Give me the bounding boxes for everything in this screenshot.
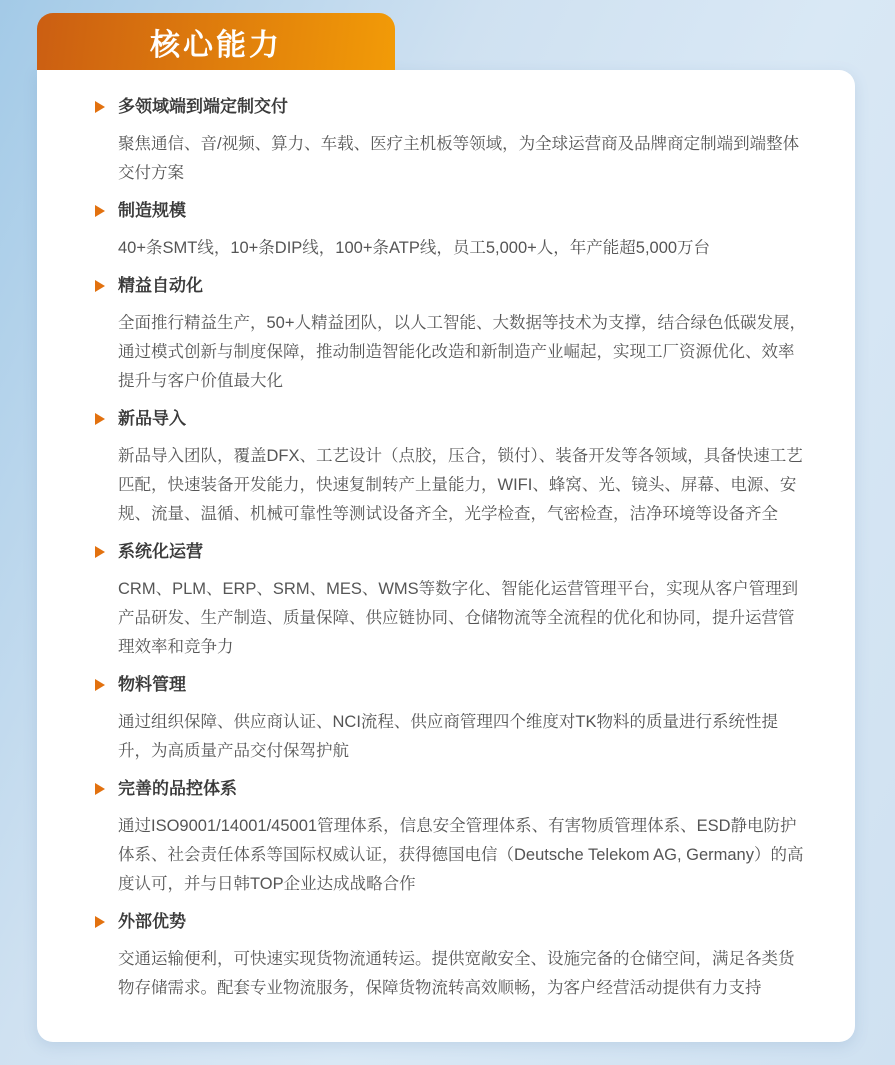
capability-body: 40+条SMT线，10+条DIP线，100+条ATP线，员工5,000+人，年产能超5,000万台 bbox=[118, 239, 711, 257]
capability-section bbox=[95, 97, 807, 188]
capabilities-card bbox=[37, 70, 855, 1042]
capability-heading: 新品导入 bbox=[118, 409, 186, 428]
capability-heading: 系统化运营 bbox=[118, 542, 203, 561]
capability-body: 通过组织保障、供应商认证、NCI流程、供应商管理四个维度对TK物料的质量进行系统性提升，为高质量产品交付保驾护航 bbox=[118, 713, 778, 760]
capability-heading-row bbox=[95, 409, 807, 428]
triangle-bullet-icon bbox=[95, 546, 105, 558]
capability-body: 全面推行精益生产，50+人精益团队，以人工智能、大数据等技术为支撑，结合绿色低碳发展，通过模式创新与制度保障，推动制造智能化改造和新制造产业崛起，实现工厂资源优化、效率提升与客户价值最大化 bbox=[118, 314, 806, 390]
triangle-bullet-icon bbox=[95, 916, 105, 928]
triangle-bullet-icon bbox=[95, 205, 105, 217]
capability-section bbox=[95, 779, 807, 899]
capability-body: CRM、PLM、ERP、SRM、MES、WMS等数字化、智能化运营管理平台，实现从客户管理到产品研发、生产制造、质量保障、供应链协同、仓储物流等全流程的优化和协同，提升运营管理效率和竞争力 bbox=[118, 580, 799, 656]
capability-heading: 物料管理 bbox=[118, 675, 186, 694]
capability-body: 聚焦通信、音/视频、算力、车载、医疗主机板等领域，为全球运营商及品牌商定制端到端整体交付方案 bbox=[118, 135, 800, 182]
section-header-tab bbox=[37, 13, 395, 70]
capability-heading: 外部优势 bbox=[118, 912, 186, 931]
capability-heading: 制造规模 bbox=[118, 201, 186, 220]
triangle-bullet-icon bbox=[95, 280, 105, 292]
capability-heading-row bbox=[95, 542, 807, 561]
capability-heading-row bbox=[95, 276, 807, 295]
capability-heading: 多领域端到端定制交付 bbox=[118, 97, 288, 116]
capability-heading: 完善的品控体系 bbox=[118, 779, 237, 798]
capability-heading-row bbox=[95, 779, 807, 798]
capability-heading-row bbox=[95, 97, 807, 116]
capability-heading: 精益自动化 bbox=[118, 276, 203, 295]
capability-section bbox=[95, 201, 807, 263]
triangle-bullet-icon bbox=[95, 413, 105, 425]
capability-heading-row bbox=[95, 201, 807, 220]
capability-body: 通过ISO9001/14001/45001管理体系，信息安全管理体系、有害物质管理体系、ESD静电防护体系、社会责任体系等国际权威认证，获得德国电信（Deutsche Telekom AG, Germany）的高度认可，并与日韩TOP企业达成战略合作 bbox=[118, 817, 804, 893]
capability-section bbox=[95, 409, 807, 529]
capabilities-list bbox=[95, 97, 807, 1003]
page-title: 核心能力 bbox=[150, 28, 282, 62]
capability-section bbox=[95, 542, 807, 662]
capability-section bbox=[95, 276, 807, 396]
capability-section bbox=[95, 675, 807, 766]
capability-heading-row bbox=[95, 675, 807, 694]
capability-body: 新品导入团队，覆盖DFX、工艺设计（点胶，压合，锁付）、装备开发等各领域，具备快速工艺匹配，快速装备开发能力，快速复制转产上量能力，WIFI、蜂窝、光、镜头、屏幕、电源、安规、流量、温循、机械可靠性等测试设备齐全，光学检查，气密检查，洁净环境等设备齐全 bbox=[118, 447, 803, 523]
triangle-bullet-icon bbox=[95, 679, 105, 691]
triangle-bullet-icon bbox=[95, 783, 105, 795]
capability-section bbox=[95, 912, 807, 1003]
capability-body: 交通运输便利，可快速实现货物流通转运。提供宽敞安全、设施完备的仓储空间，满足各类货物存储需求。配套专业物流服务，保障货物流转高效顺畅，为客户经营活动提供有力支持 bbox=[118, 950, 795, 997]
triangle-bullet-icon bbox=[95, 101, 105, 113]
capability-heading-row bbox=[95, 912, 807, 931]
